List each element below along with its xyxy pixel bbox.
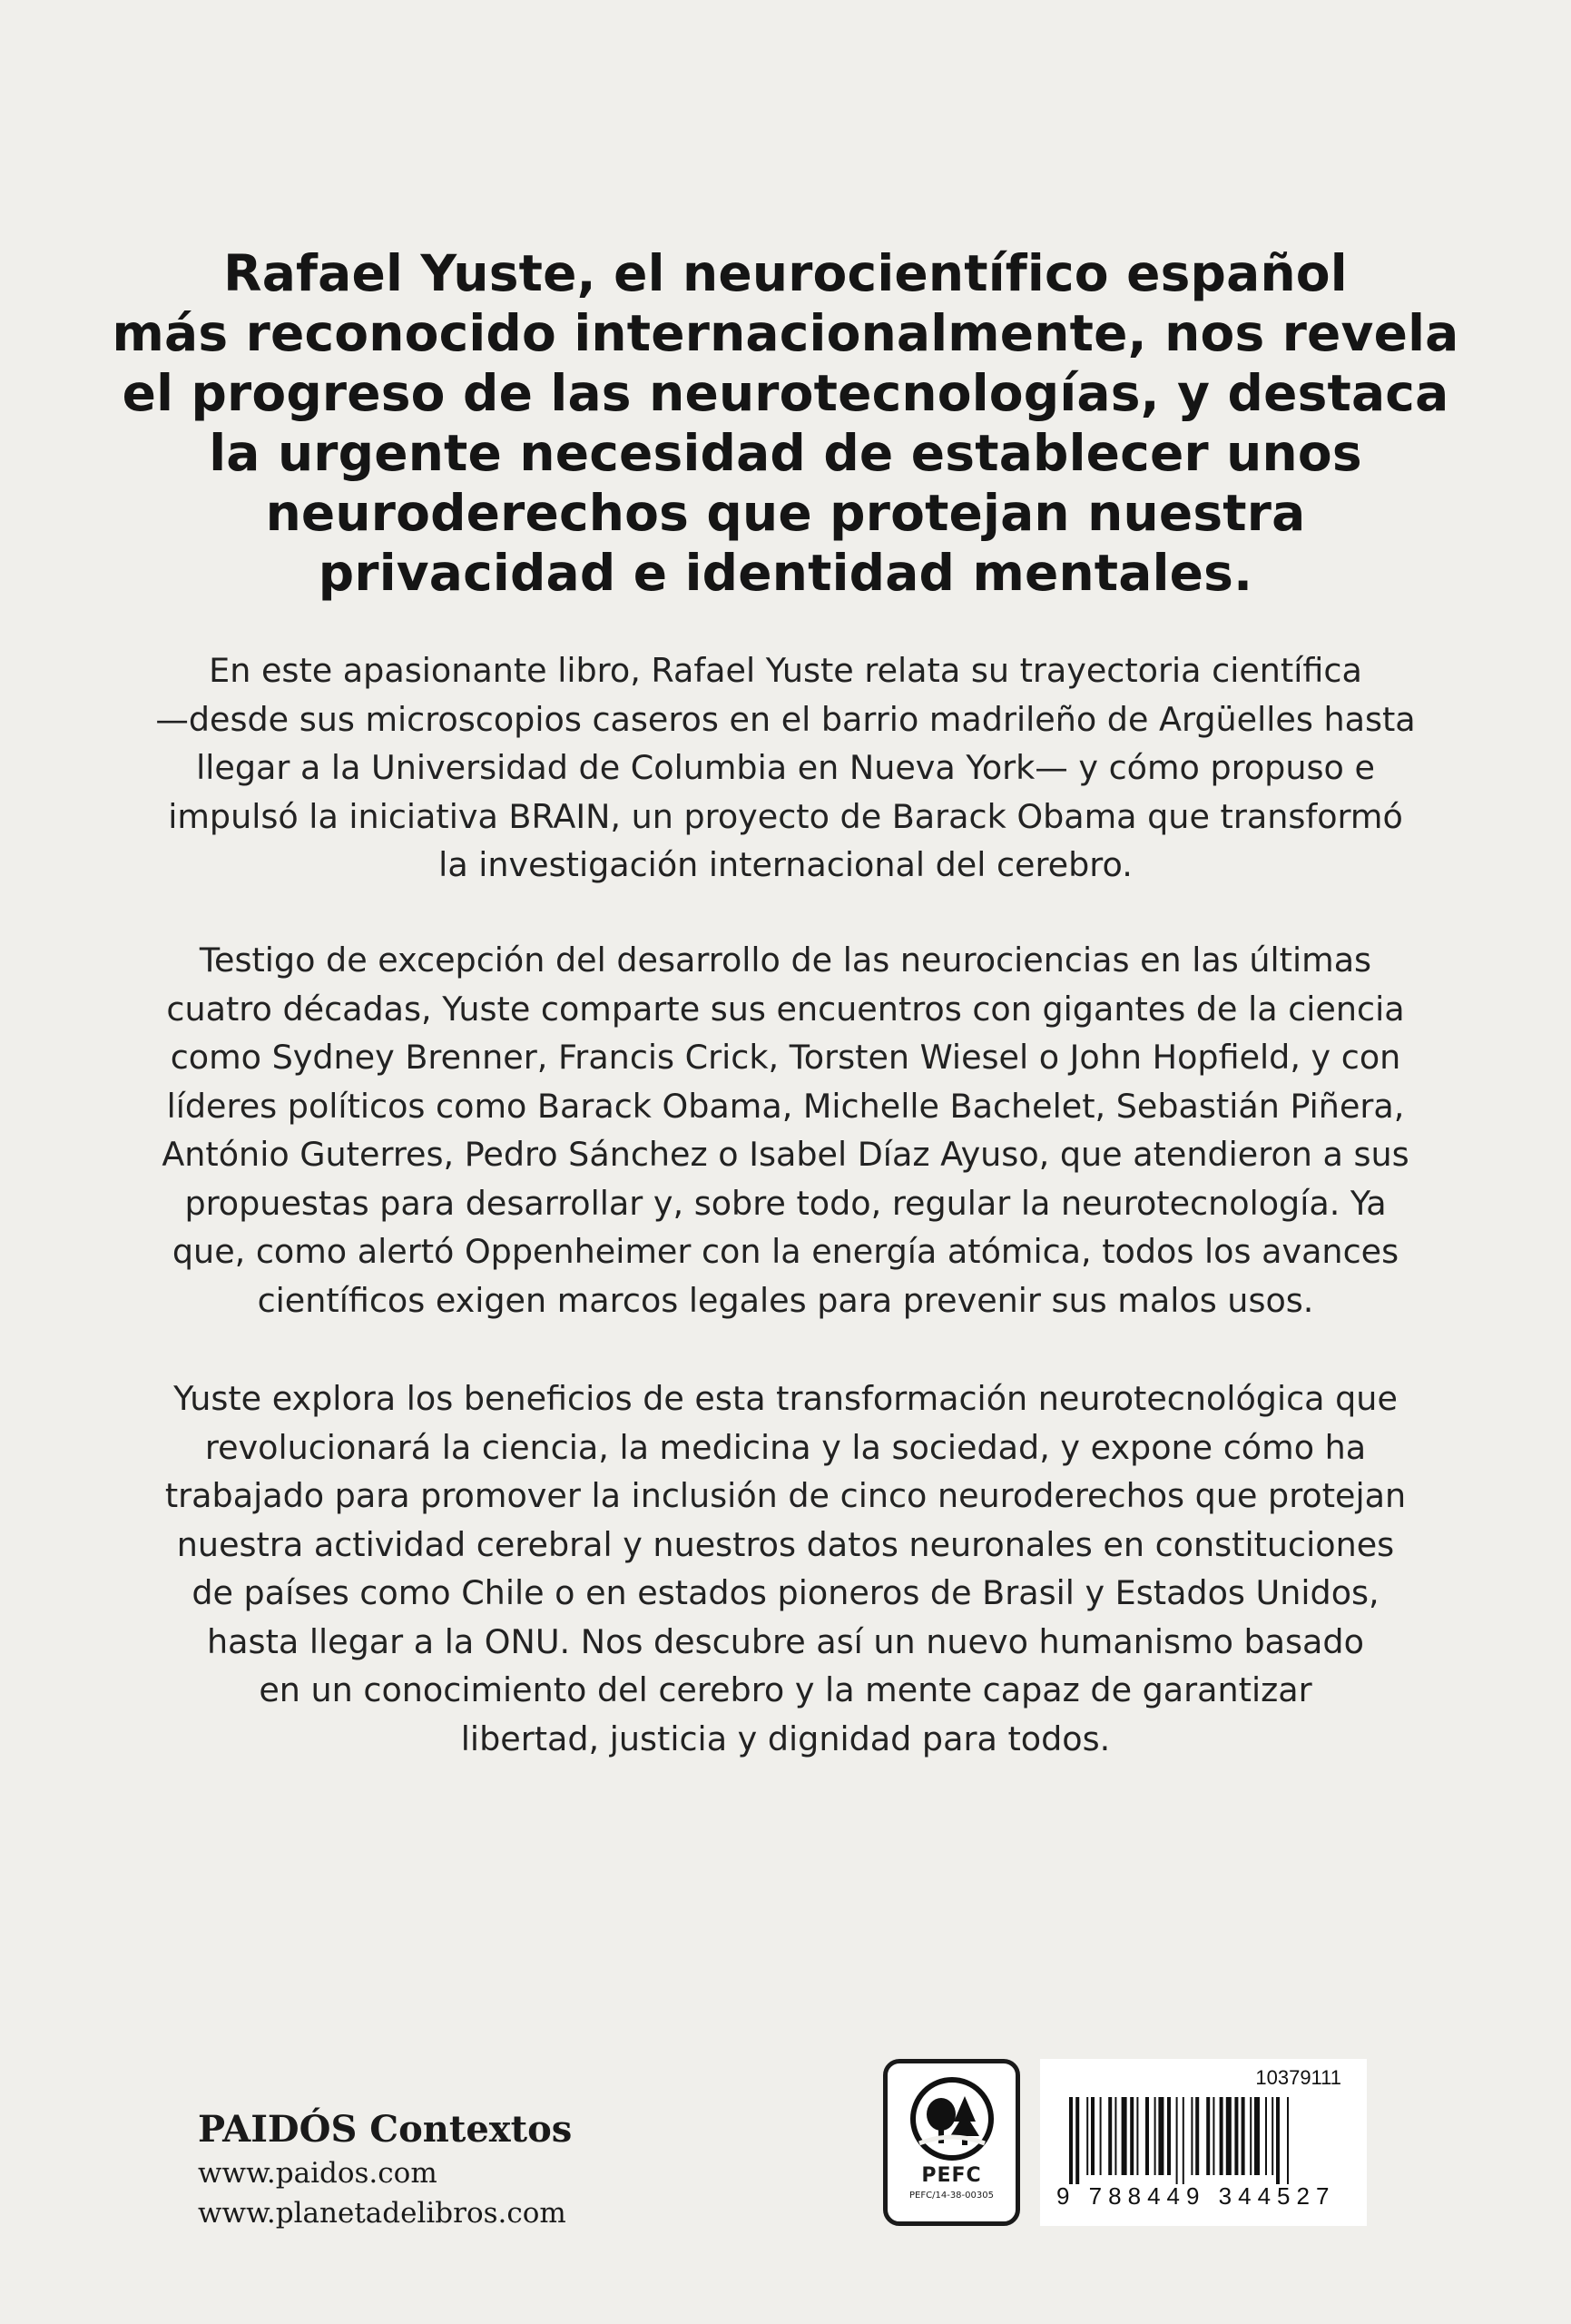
publisher-url: www.paidos.com bbox=[198, 2157, 437, 2190]
paragraph-line: nuestra actividad cerebral y nuestros datos neuronales en constituciones bbox=[176, 1524, 1395, 1564]
pefc-tree-logo-icon bbox=[907, 2076, 997, 2162]
paragraph-line: impulsó la iniciativa BRAIN, un proyecto de Barack Obama que transformó bbox=[168, 796, 1403, 836]
pefc-certification-badge bbox=[883, 2059, 1020, 2226]
barcode-bar bbox=[1213, 2097, 1214, 2175]
barcode-bar bbox=[1086, 2097, 1088, 2175]
back-cover-headline bbox=[100, 243, 1471, 603]
paragraph-line: libertad, justicia y dignidad para todos. bbox=[460, 1718, 1111, 1758]
paragraph-line: propuestas para desarrollar y, sobre todo, regular la neurotecnología. Ya bbox=[184, 1183, 1387, 1223]
pefc-code: PEFC/14-38-00305 bbox=[909, 2191, 994, 2201]
headline-line: el progreso de las neurotecnologías, y destaca bbox=[122, 364, 1449, 422]
headline-line: neuroderechos que protejan nuestra bbox=[265, 484, 1306, 542]
paragraph-line: António Guterres, Pedro Sánchez o Isabel Díaz Ayuso, que atendieron a sus bbox=[162, 1135, 1409, 1174]
paragraph-line: Yuste explora los beneficios de esta transformación neurotecnológica que bbox=[173, 1379, 1398, 1418]
publisher-block bbox=[198, 2106, 572, 2233]
barcode-bar bbox=[1122, 2097, 1127, 2175]
barcode-bar bbox=[1075, 2097, 1079, 2184]
paragraph-line: —desde sus microscopios caseros en el barrio madrileño de Argüelles hasta bbox=[155, 699, 1416, 739]
barcode-bar bbox=[1276, 2097, 1280, 2184]
synopsis-paragraph-3 bbox=[118, 1374, 1453, 1763]
paragraph-line: como Sydney Brenner, Francis Crick, Torsten Wiesel o John Hopfield, y con bbox=[170, 1038, 1401, 1077]
barcode-bar bbox=[1242, 2097, 1245, 2175]
headline-line: más reconocido internacionalmente, nos revela bbox=[112, 304, 1459, 362]
barcode-bar bbox=[1195, 2097, 1199, 2175]
paragraph-line: científicos exigen marcos legales para prevenir sus malos usos. bbox=[257, 1280, 1314, 1320]
paragraph-line: Testigo de excepción del desarrollo de las neurociencias en las últimas bbox=[199, 940, 1372, 980]
paragraph-line: de países como Chile o en estados pioneros de Brasil y Estados Unidos, bbox=[191, 1573, 1380, 1612]
publisher-url: www.planetadelibros.com bbox=[198, 2197, 566, 2230]
paragraph-line: revolucionará la ciencia, la medicina y la sociedad, y expone cómo ha bbox=[204, 1427, 1367, 1467]
ean13-barcode-icon bbox=[1067, 2097, 1340, 2184]
paragraph-line: líderes políticos como Barack Obama, Michelle Bachelet, Sebastián Piñera, bbox=[166, 1086, 1405, 1126]
barcode-bar bbox=[1226, 2097, 1232, 2175]
barcode-bar bbox=[1272, 2097, 1273, 2175]
barcode-bar bbox=[1183, 2097, 1184, 2184]
synopsis-paragraph-2 bbox=[118, 936, 1453, 1324]
barcode-bar bbox=[1265, 2097, 1267, 2175]
paragraph-line: llegar a la Universidad de Columbia en Nueva York— y cómo propuso e bbox=[196, 748, 1375, 787]
paragraph-line: en un conocimiento del cerebro y la mente capaz de garantizar bbox=[259, 1670, 1312, 1709]
headline-line: Rafael Yuste, el neurocientífico español bbox=[223, 244, 1348, 302]
barcode-bar bbox=[1069, 2097, 1073, 2184]
synopsis-paragraph-1 bbox=[118, 646, 1453, 890]
barcode-bar bbox=[1154, 2097, 1156, 2175]
pefc-label: PEFC bbox=[921, 2164, 982, 2187]
barcode-bar bbox=[1108, 2097, 1112, 2175]
headline-line: privacidad e identidad mentales. bbox=[318, 544, 1253, 602]
publisher-imprint: PAIDÓS Contextos bbox=[198, 2108, 573, 2151]
barcode-bar bbox=[1136, 2097, 1138, 2175]
barcode-bar bbox=[1167, 2097, 1171, 2175]
paragraph-line: cuatro décadas, Yuste comparte sus encuentros con gigantes de la ciencia bbox=[166, 989, 1405, 1029]
barcode-bar bbox=[1100, 2097, 1102, 2175]
barcode-bar bbox=[1191, 2097, 1193, 2175]
barcode-bar bbox=[1220, 2097, 1223, 2175]
barcode-bar bbox=[1176, 2097, 1178, 2184]
barcode-bar bbox=[1145, 2097, 1149, 2175]
paragraph-line: hasta llegar a la ONU. Nos descubre así un nuevo humanismo basado bbox=[207, 1621, 1364, 1661]
barcode-bar bbox=[1234, 2097, 1238, 2175]
barcode-bar bbox=[1091, 2097, 1095, 2175]
barcode-bar bbox=[1114, 2097, 1116, 2175]
internal-code: 10379111 bbox=[1255, 2066, 1341, 2089]
barcode-bar bbox=[1250, 2097, 1252, 2175]
barcode-bar bbox=[1158, 2097, 1164, 2175]
paragraph-line: que, como alertó Oppenheimer con la energía atómica, todos los avances bbox=[172, 1232, 1399, 1271]
paragraph-line: trabajado para promover la inclusión de cinco neuroderechos que protejan bbox=[164, 1476, 1407, 1515]
isbn-digits: 9 788449 344527 bbox=[1056, 2182, 1336, 2210]
barcode-bar bbox=[1287, 2097, 1289, 2184]
isbn-barcode bbox=[1040, 2059, 1367, 2226]
headline-line: la urgente necesidad de establecer unos bbox=[209, 424, 1362, 482]
barcode-bar bbox=[1130, 2097, 1134, 2175]
paragraph-line: En este apasionante libro, Rafael Yuste relata su trayectoria científica bbox=[209, 651, 1362, 690]
barcode-bar bbox=[1254, 2097, 1260, 2175]
paragraph-line: la investigación internacional del cerebro. bbox=[438, 845, 1133, 884]
barcode-bar bbox=[1206, 2097, 1210, 2175]
